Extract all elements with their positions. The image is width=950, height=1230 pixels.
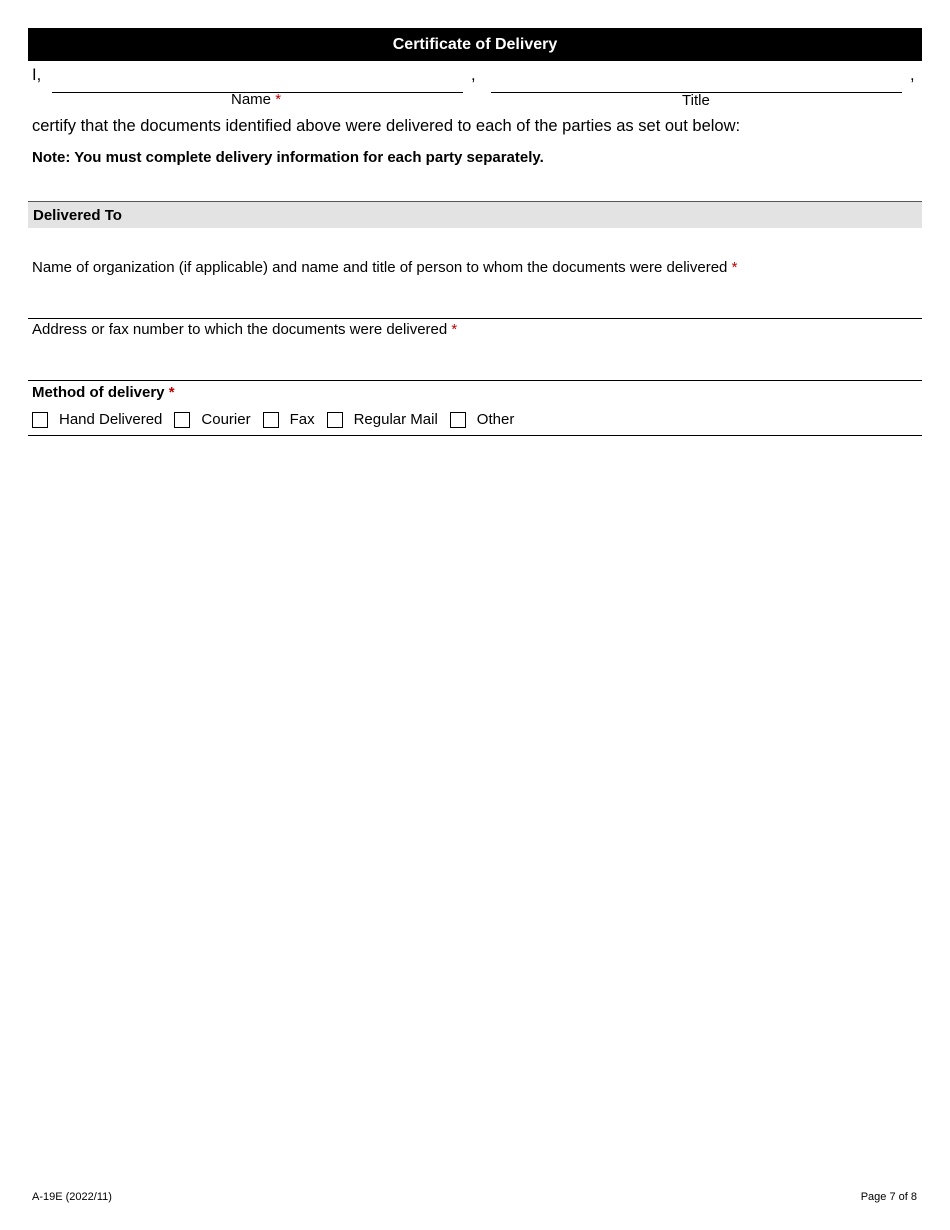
regular-mail-checkbox[interactable] (327, 412, 343, 428)
form-id: A-19E (2022/11) (32, 1191, 112, 1203)
recipient-name-input[interactable] (32, 286, 922, 314)
delivery-method-options (32, 411, 526, 428)
fax-label: Fax (289, 411, 315, 428)
hand-delivered-label: Hand Delivered (59, 411, 163, 428)
recipient-name-label: Name of organization (if applicable) and name and title of person to whom the documents were delivered * (32, 259, 738, 276)
regular-mail-label: Regular Mail (353, 411, 438, 428)
name-label: Name * (231, 91, 282, 108)
recipient-name-underline (28, 318, 922, 319)
certify-text: certify that the documents identified above were delivered to each of the parties as set out below: (32, 117, 741, 135)
hand-delivered-checkbox[interactable] (32, 412, 48, 428)
comma-1: , (471, 66, 476, 84)
form-section-title (28, 28, 922, 61)
title-input[interactable] (491, 70, 905, 90)
title-label: Title (682, 92, 710, 109)
address-input[interactable] (32, 348, 922, 376)
other-checkbox[interactable] (450, 412, 466, 428)
name-input[interactable] (52, 70, 466, 90)
comma-2: , (910, 66, 915, 84)
fax-checkbox[interactable] (263, 412, 279, 428)
page-number: Page 7 of 8 (860, 1191, 917, 1203)
address-underline (28, 380, 922, 381)
delivered-to-heading-text: Delivered To (33, 206, 122, 224)
delivered-to-heading (28, 201, 922, 228)
form-section-title-text: Certificate of Delivery (392, 35, 558, 53)
delivery-method-label: Method of delivery * (32, 384, 175, 401)
delivery-method-underline (28, 435, 922, 436)
courier-checkbox[interactable] (174, 412, 190, 428)
address-label: Address or fax number to which the documents were delivered * (32, 321, 458, 338)
statement-prefix: I, (32, 66, 42, 84)
note-text: Note: You must complete delivery information for each party separately. (32, 149, 544, 166)
other-label: Other (476, 411, 515, 428)
courier-label: Courier (201, 411, 251, 428)
